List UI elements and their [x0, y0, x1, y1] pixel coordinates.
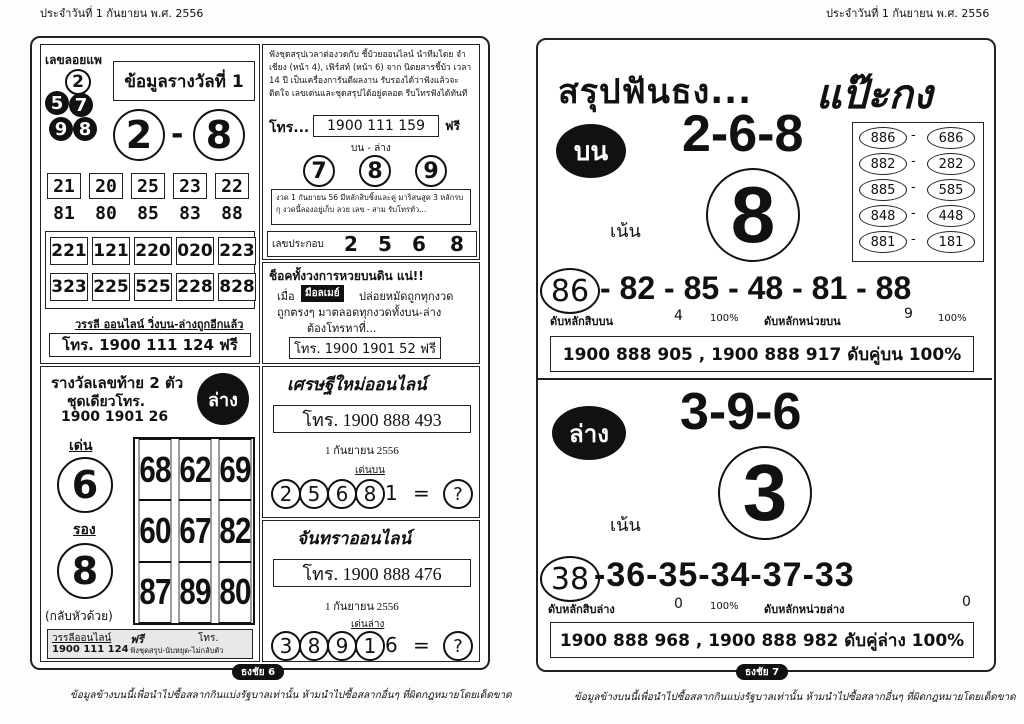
pair-right: 282 — [927, 153, 975, 175]
bon-lang-digit: 8 — [359, 155, 391, 187]
number-cell: 525 — [134, 273, 172, 301]
pair-left: 848 — [859, 205, 907, 227]
pair-dash: - — [911, 128, 916, 143]
econ-digit: 5 — [299, 479, 329, 509]
left-page-date: ประจำวันที่ 1 กันยายน พ.ศ. 2556 — [40, 7, 204, 20]
econ-lead: เด่นบน — [355, 465, 385, 476]
pair-dash: - — [911, 206, 916, 221]
top-stat-val-2: 9 — [904, 306, 913, 322]
lucky-label: เลขลอยแพ — [45, 53, 102, 67]
lead-label: เด่น — [69, 438, 93, 454]
number-cell: 25 — [131, 173, 165, 199]
tail-title-2: ชุดเดียวโทร. — [67, 394, 146, 410]
bottom-name: วรรลีออนไลน์ — [52, 633, 112, 644]
top-main-digit: 8 — [706, 168, 800, 262]
second-digit: 8 — [57, 543, 113, 599]
set-digit: 8 — [450, 232, 464, 256]
bottom-stat-label-2: ดับหลักหน่วยล่าง — [764, 603, 845, 616]
lucky-digit-3: 7 — [69, 93, 93, 117]
pair-dash: - — [911, 232, 916, 247]
main-pair-second: 8 — [193, 109, 245, 161]
number-cell: 323 — [50, 273, 88, 301]
three-digit-row-2 — [50, 273, 256, 301]
pairs-box — [852, 122, 984, 262]
lucky-digit-2: 5 — [45, 91, 69, 115]
left-page-tag: ธงชัย 6 — [232, 664, 284, 680]
set-box — [267, 231, 477, 257]
two-digit-row-1 — [47, 173, 249, 199]
bottom-stat-val-2: 0 — [962, 594, 971, 610]
pair-left: 886 — [859, 127, 907, 149]
number-cell: 228 — [176, 273, 214, 301]
grid-number: 62 — [179, 439, 212, 500]
tail-phone: 1900 1901 26 — [61, 409, 169, 425]
first-prize-panel — [40, 44, 260, 364]
econ-question: ? — [443, 479, 473, 509]
bon-lang-label: บน - ล่าง — [351, 143, 391, 154]
number-text: 83 — [179, 203, 201, 224]
chan-question: ? — [443, 631, 473, 661]
phone-2-label: โทร... — [269, 120, 310, 136]
pair-left: 882 — [859, 153, 907, 175]
hot-text-1: เมื่อ — [277, 290, 295, 303]
pair-dash: - — [171, 117, 184, 152]
bon-lang-digit: 7 — [303, 155, 335, 187]
set-digit: 5 — [378, 232, 392, 256]
set-digit: 2 — [344, 232, 358, 256]
chan-digit: 3 — [271, 631, 301, 661]
brand-title: แป๊ะกง — [816, 72, 933, 118]
top-phone: 1900 888 905 , 1900 888 917 ดับคู่บน 100% — [550, 336, 974, 372]
top-focus: เน้น — [610, 221, 641, 242]
phone-1: โทร. 1900 111 124 ฟรี — [49, 333, 251, 357]
chantra-online-panel — [262, 520, 480, 662]
bottom-free: ฟรี — [130, 633, 144, 646]
pair-dash: - — [911, 154, 916, 169]
tail-title-1: รางวัลเลขท้าย 2 ตัว — [51, 374, 184, 392]
grid-number: 69 — [219, 439, 252, 500]
hot-text-2: ปล่อยหมัดถูกทุกงวด — [359, 290, 454, 303]
right-page-tag: ธงชัย 7 — [736, 664, 788, 680]
number-cell: 23 — [173, 173, 207, 199]
lead-digit: 6 — [57, 457, 113, 513]
lucky-digit-1: 2 — [65, 69, 91, 95]
phone-2-free: ฟรี — [445, 119, 460, 133]
bottom-circled-number: 38 — [540, 556, 600, 602]
top-badge: บน — [556, 124, 626, 178]
chan-digit: 6 — [385, 633, 398, 657]
bottom-tel: โทร. — [198, 633, 219, 644]
set-label: เลขประกอบ — [272, 239, 324, 250]
number-cell: 828 — [218, 273, 256, 301]
chan-equals: = — [413, 633, 430, 657]
number-text: 81 — [53, 203, 75, 224]
number-cell: 223 — [218, 237, 256, 265]
phone-2: 1900 111 159 — [313, 115, 439, 137]
econ-digit: 2 — [271, 479, 301, 509]
bottom-stat-label-1: ดับหลักสิบล่าง — [548, 603, 615, 616]
bottom-phone: 1900 111 124 — [52, 644, 129, 655]
hot-shock-panel — [262, 262, 480, 364]
bottom-main-digit: 3 — [718, 446, 812, 540]
two-digit-row-2 — [47, 203, 249, 224]
grid-number: 68 — [139, 439, 172, 500]
bottom-phone: 1900 888 968 , 1900 888 982 ดับคู่ล่าง 100% — [550, 622, 974, 658]
bottom-stat-val-1: 0 — [674, 596, 683, 612]
bottom-number-list: -36-35-34-37-33 — [594, 556, 855, 594]
top-stat-label-1: ดับหลักสิบบน — [550, 315, 613, 328]
main-pair-first: 2 — [113, 109, 165, 161]
chan-digit: 8 — [299, 631, 329, 661]
number-text: 85 — [137, 203, 159, 224]
right-footer: ข้อมูลข้างบนนี้เพื่อนำไปซื้อสลากกินแบ่งรัฐบาลเท่านั้น ห้ามนำไปซื้อสลากอื่นๆ ที่ผิดกฎหมายโดยเด็ดขาด — [574, 692, 1016, 703]
second-label: รอง — [73, 522, 96, 538]
set-digit: 6 — [412, 232, 426, 256]
econ-equals: = — [413, 481, 430, 505]
number-text: 80 — [95, 203, 117, 224]
econ-digit: 8 — [355, 479, 385, 509]
chan-digit: 1 — [355, 631, 385, 661]
number-cell: 225 — [92, 273, 130, 301]
bottom-stat-pct-1: 100% — [710, 601, 739, 612]
hotline-panel — [262, 44, 480, 260]
grid-number: 67 — [179, 500, 212, 561]
right-page-date: ประจำวันที่ 1 กันยายน พ.ศ. 2556 — [826, 7, 990, 20]
top-circled-number: 86 — [540, 268, 600, 314]
grid-number: 89 — [179, 562, 212, 623]
top-stat-pct-1: 100% — [710, 313, 739, 324]
summary-title: สรุปฟันธง... — [558, 72, 753, 112]
bon-lang-digit: 9 — [415, 155, 447, 187]
top-stat-val-1: 4 — [674, 308, 683, 324]
grid-number: 60 — [139, 500, 172, 561]
pair-left: 885 — [859, 179, 907, 201]
first-prize-title: ข้อมูลรางวัลที่ 1 — [113, 61, 255, 101]
small-note: งวด 1 กันยายน 56 มีหลักสิบชิ้งและคู่ มาริสนสูด 3 หลักรบกุ งวดนี้ลองอยู่เก็บ ลวย เลข - สาม รับโทรทั่ว... — [271, 189, 471, 225]
chan-date: 1 กันยายน 2556 — [325, 601, 399, 613]
left-footer: ข้อมูลข้างบนนี้เพื่อนำไปซื้อสลากกินแบ่งรัฐบาลเท่านั้น ห้ามนำไปซื้อสลากอื่นๆ ที่ผิดกฎหมายโดยเด็ดขาด — [70, 690, 512, 701]
chan-phone: โทร. 1900 888 476 — [273, 559, 471, 587]
number-cell: 220 — [134, 237, 172, 265]
chan-title: จันทราออนไลน์ — [297, 529, 412, 549]
phone-3: โทร. 1900 1901 52 ฟรี — [289, 337, 441, 359]
top-set: 2-6-8 — [682, 105, 804, 163]
tail-badge: ล่าง — [197, 373, 249, 425]
econ-title: เศรษฐีใหม่ออนไลน์ — [287, 375, 427, 395]
tail-number-grid — [133, 437, 255, 625]
top-number-list: - 82 - 85 - 48 - 81 - 88 — [600, 270, 912, 306]
hot-text-4: ต้องโทรหาที่... — [307, 322, 377, 335]
pair-right: 448 — [927, 205, 975, 227]
section-divider — [536, 378, 992, 380]
bottom-badge: ล่าง — [552, 406, 626, 460]
bottom-set: 3-9-6 — [680, 383, 802, 441]
pair-right: 686 — [927, 127, 975, 149]
lucky-digit-5: 8 — [73, 117, 97, 141]
number-cell: 22 — [215, 173, 249, 199]
econ-digit: 6 — [327, 479, 357, 509]
bottom-note: ฟังชุดสรุป-นับหยุด-ไม่กลับตัว — [130, 646, 224, 655]
number-cell: 020 — [176, 237, 214, 265]
hot-title: ช็อคทั้งวงการหวยบนดิน แน่!! — [269, 269, 424, 283]
chan-digit: 9 — [327, 631, 357, 661]
bottom-focus: เน้น — [610, 515, 641, 536]
promo-line: วรรลี ออนไลน์ วิ่งบน-ล่างถูกอีกแล้ว — [75, 318, 244, 331]
economy-online-panel — [262, 366, 480, 518]
three-digit-row-1 — [50, 237, 256, 265]
reverse-note: (กลับหัวด้วย) — [45, 609, 113, 623]
pair-dash: - — [911, 180, 916, 195]
pair-right: 585 — [927, 179, 975, 201]
grid-number: 82 — [219, 500, 252, 561]
pair-left: 881 — [859, 231, 907, 253]
hot-text-3: ถูกตรงๆ มาตลอดทุกงวดทั้งบน-ล่าง — [277, 306, 442, 319]
chan-lead: เด่นล่าง — [351, 619, 385, 630]
number-cell: 21 — [47, 173, 81, 199]
top-stat-pct-2: 100% — [938, 313, 967, 324]
number-cell: 20 — [89, 173, 123, 199]
top-stat-label-2: ดับหลักหน่วยบน — [764, 315, 841, 328]
econ-phone: โทร. 1900 888 493 — [273, 405, 471, 433]
tail-prize-panel — [40, 366, 260, 662]
lucky-digit-4: 9 — [49, 117, 73, 141]
grid-number: 87 — [139, 562, 172, 623]
number-text: 88 — [221, 203, 243, 224]
pair-right: 181 — [927, 231, 975, 253]
hot-brand: มือลเมย์ — [301, 285, 344, 302]
bottom-contact-box — [47, 629, 253, 659]
number-cell: 121 — [92, 237, 130, 265]
number-cell: 221 — [50, 237, 88, 265]
grid-number: 80 — [219, 562, 252, 623]
econ-date: 1 กันยายน 2556 — [325, 445, 399, 457]
econ-digit: 1 — [385, 481, 398, 505]
info-text: ฟังชุดสรุปเวลาต่องวดกับ ชี้บ้วยออนไลน์ นำทีมโดย จำเชียง (หน้า 4), เฟิร์สท์ (หน้า 6) จาก นิตยสารชี้บ้ว เวลา 14 ปี เป็นเครื่องการันตีผลงาน รับรองได้ว่าฟังแล้วจะติดใจ เลขเด่นและชุดสรุปได้อยู่ตลอด รีบโทรฟังได้ทันที — [269, 50, 472, 99]
